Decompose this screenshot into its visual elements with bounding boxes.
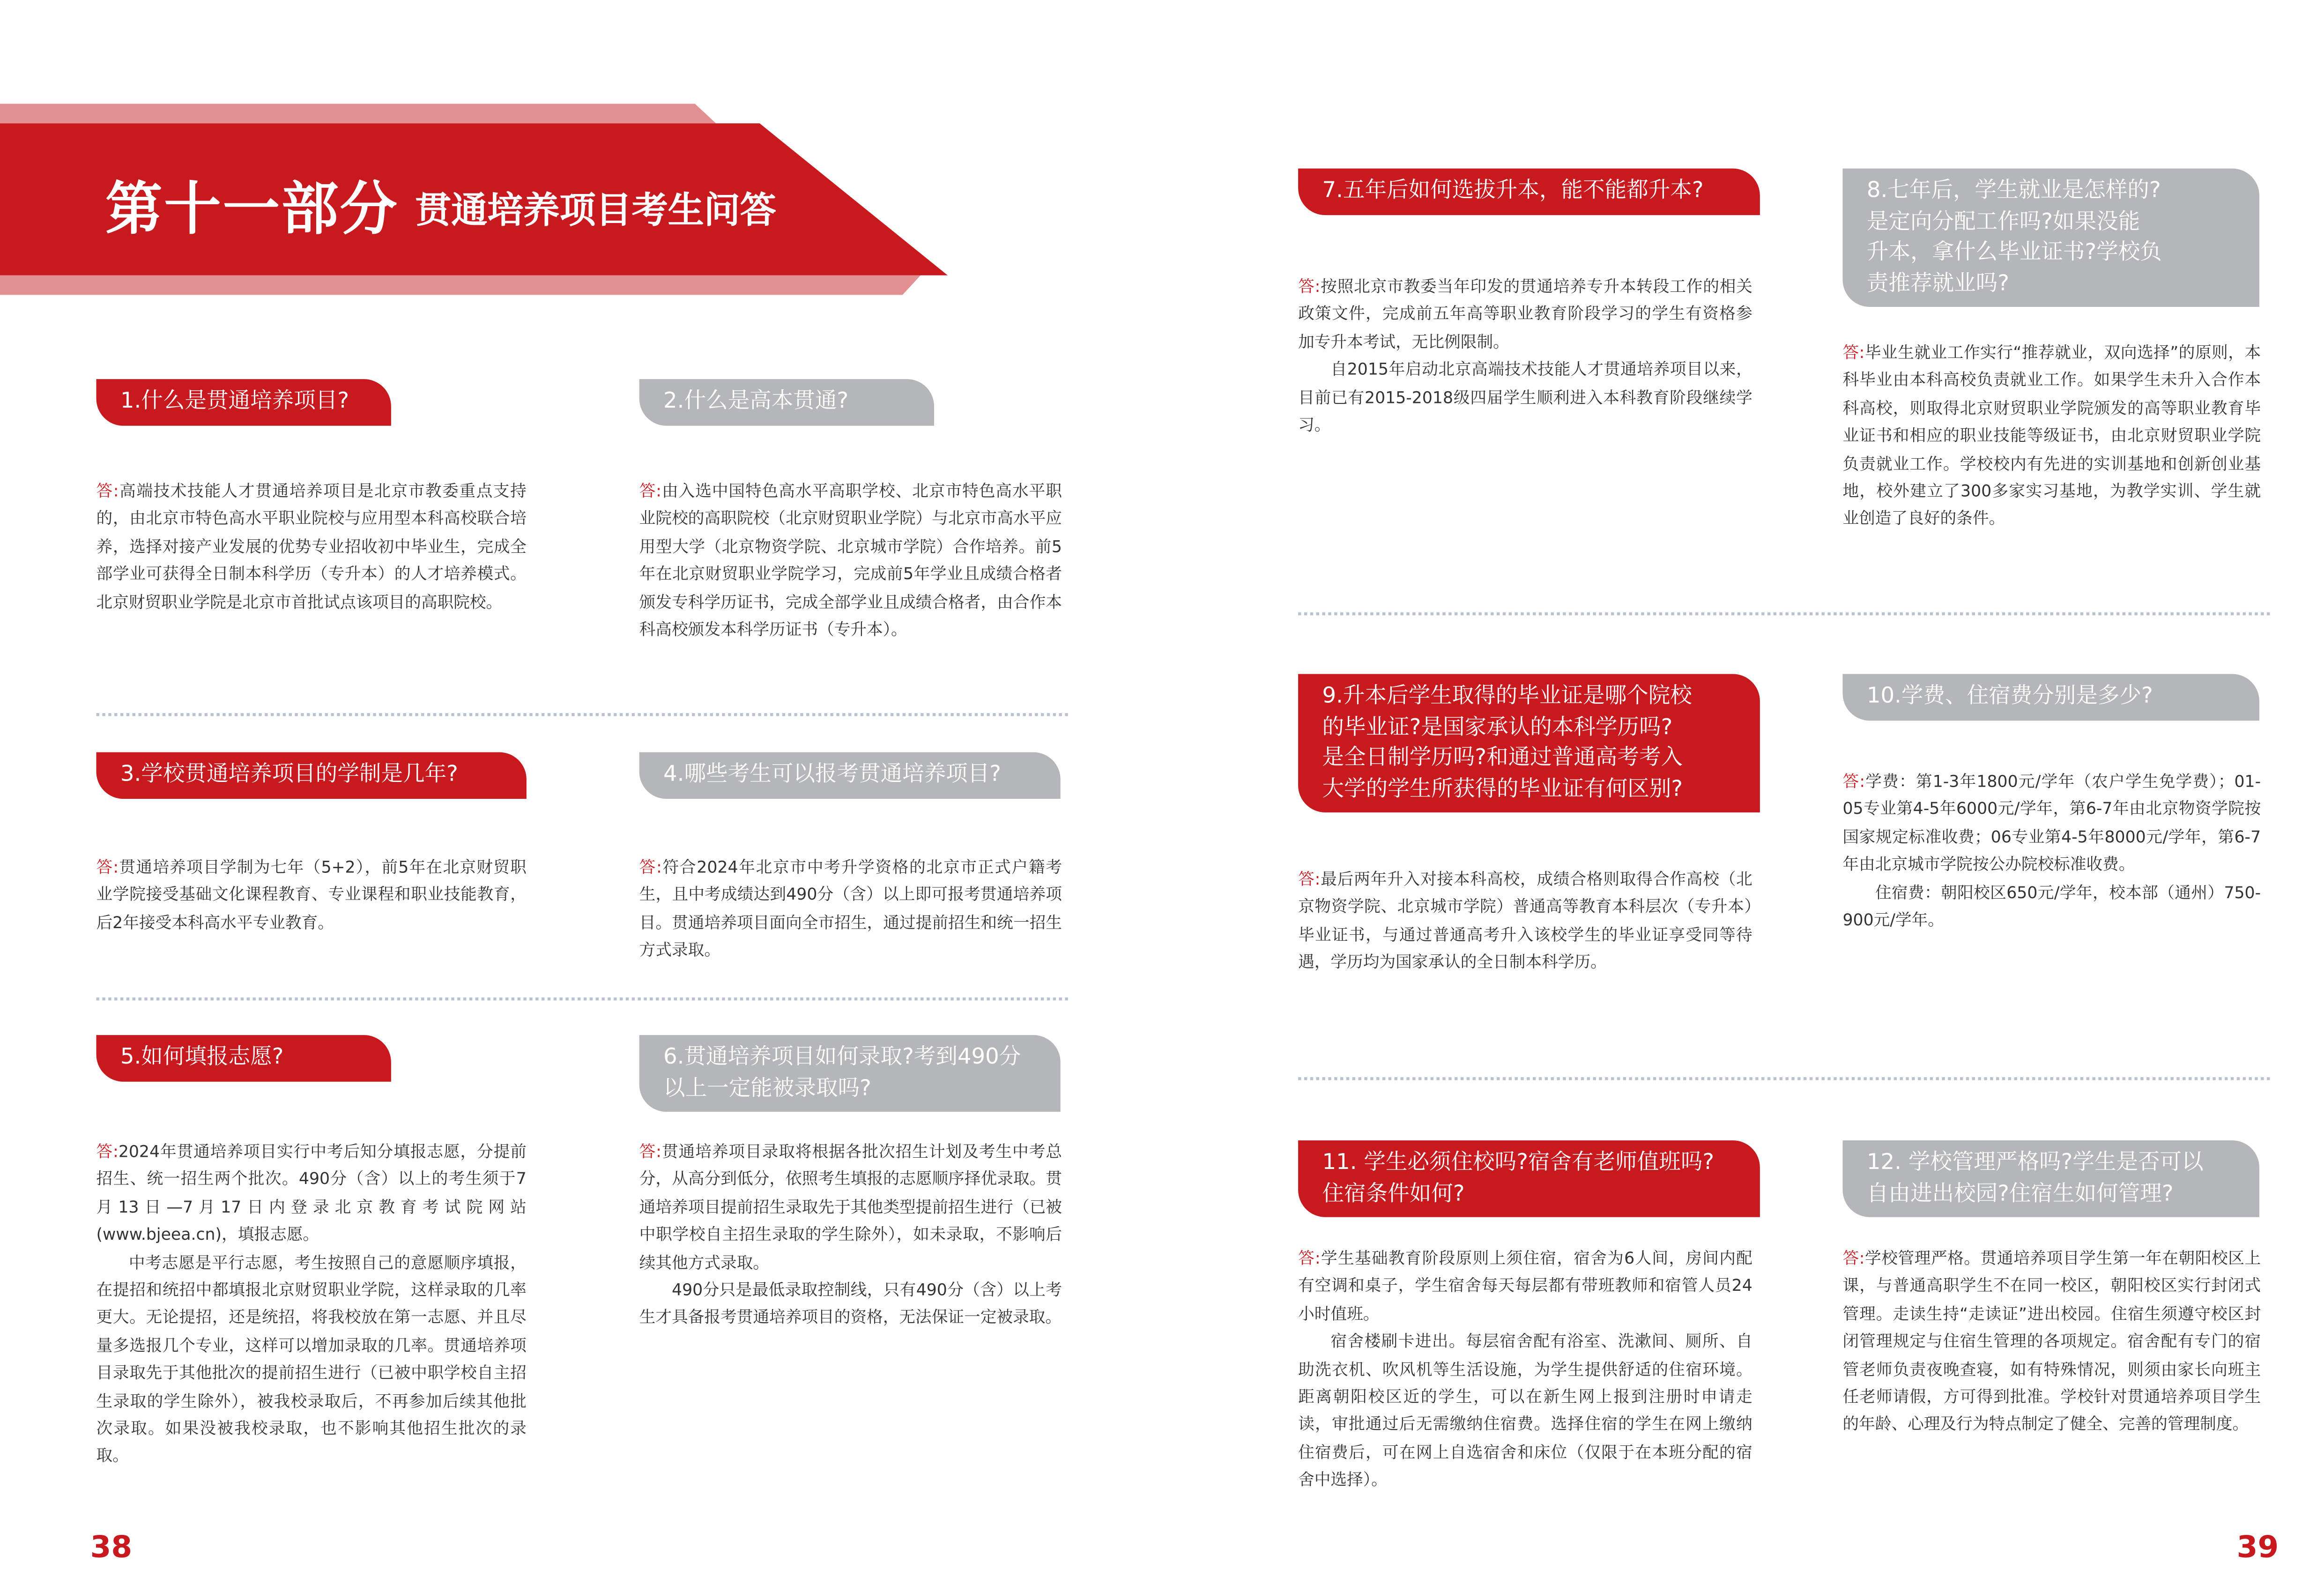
answer-paragraph: 答:学费：第1-3年1800元/学年（农户学生免学费）；01-05专业第4-5年6000元/学年，第6-7年由北京物资学院按国家规定标准收费；06专业第4-5年8000元/学年，第6-7年由北京城市学院按公办院校标准收费。 [1842,772,2261,875]
answer-block-5 [97,1139,527,1471]
divider [1298,612,2270,615]
divider [97,713,1068,716]
answer-paragraph: 答:学生基础教育阶段原则上须住宿，宿舍为6人间，房间内配有空调和桌子，学生宿舍每天每层都有带班教师和宿管人员24小时值班。 [1298,1249,1752,1324]
question-title-line: 的毕业证?是国家承认的本科学历吗? [1322,715,1673,740]
question-heading-10 [1842,674,2259,720]
answer-block-11 [1298,1246,1752,1495]
answer-paragraph: 490分只是最低录取控制线，只有490分（含）以上考生才具备报考贯通培养项目的资格，无法保证一定被录取。 [639,1280,1062,1328]
question-heading-1 [97,379,391,425]
answer-block-1 [97,478,527,617]
divider [1298,1077,2270,1080]
question-title-line: 8.七年后，学生就业是怎样的? [1866,179,2161,203]
answer-label: 答: [1298,1249,1321,1268]
question-title-line: 11. 学生必须住校吗?宿舍有老师值班吗? [1322,1151,1715,1175]
answer-paragraph: 宿舍楼刷卡进出。每层宿舍配有浴室、洗漱间、厕所、自助洗衣机、吹风机等生活设施，为学生提供舒适的住宿环境。距离朝阳校区近的学生，可以在新生网上报到注册时申请走读，审批通过后无需缴纳住宿费。选择住宿的学生在网上缴纳住宿费后，可在网上自选宿舍和床位（仅限于在本班分配的宿舍中选择）。 [1298,1332,1752,1490]
answer-label: 答: [1298,276,1321,297]
question-title-line: 12. 学校管理严格吗?学生是否可以 [1866,1151,2204,1175]
answer-paragraph: 答:高端技术技能人才贯通培养项目是北京市教委重点支持的，由北京市特色高水平职业院校与应用型本科高校联合培养，选择对接产业发展的优势专业招收初中毕业生，完成全部学业可获得全日制本科学历（专升本）的人才培养模式。北京财贸职业学院是北京市首批试点该项目的高职院校。 [96,481,527,612]
answer-paragraph: 住宿费：朝阳校区650元/学年，校本部（通州）750-900元/学年。 [1842,882,2261,930]
question-heading-3 [97,752,527,798]
page-number-left: 38 [90,1528,133,1565]
banner-top-stripe [0,104,716,124]
answer-label: 答: [1842,1249,1865,1268]
question-heading-9 [1298,674,1760,812]
question-title-line: 10.学费、住宿费分别是多少? [1866,685,2153,709]
answer-paragraph: 答:学校管理严格。贯通培养项目学生第一年在朝阳校区上课，与普通高职学生不在同一校区，朝阳校区实行封闭式管理。走读生持“走读证”进出校园。住宿生须遵守校区封闭管理规定与住宿生管理的各项规定。宿舍配有专门的宿管老师负责夜晚查寝，如有特殊情况，则须由家长向班主任老师请假，方可得到批准。学校针对贯通培养项目学生的年龄、心理及行为特点制定了健全、完善的管理制度。 [1842,1249,2261,1435]
question-title-line: 9.升本后学生取得的毕业证是哪个院校 [1322,685,1692,709]
question-heading-8 [1842,169,2259,307]
question-title-line: 大学的学生所获得的毕业证有何区别? [1322,777,1683,801]
answer-block-2 [639,478,1062,645]
question-heading-2 [639,379,934,425]
question-title-line: 住宿条件如何? [1322,1182,1465,1206]
answer-block-10 [1842,769,2261,935]
question-title-line: 1.什么是贯通培养项目? [120,389,349,414]
answer-block-3 [97,855,527,938]
answer-label: 答: [1842,772,1865,791]
question-heading-11 [1298,1140,1760,1217]
answer-paragraph: 中考志愿是平行志愿，考生按照自己的意愿顺序填报，在提招和统招中都填报北京财贸职业学院，这样录取的几率更大。无论提招，还是统招，将我校放在第一志愿、并且尽量多选报几个专业，这样可以增加录取的几率。贯通培养项目录取先于其他批次的提前招生进行（已被中职学校自主招生录取的学生除外），被我校录取后，不再参加后续其他批次录取。如果没被我校录取，也不影响其他招生批次的录取。 [96,1252,527,1466]
section-subtitle: 贯通培养项目考生问答 [415,189,776,232]
answer-paragraph: 自2015年启动北京高端技术技能人才贯通培养项目以来，目前已有2015-2018级四届学生顺利进入本科教育阶段继续学习。 [1298,360,1752,435]
question-title-line: 自由进出校园?住宿生如何管理? [1866,1182,2174,1206]
answer-paragraph: 答:贯通培养项目学制为七年（5+2），前5年在北京财贸职业学院接受基础文化课程教育、专业课程和职业技能教育，后2年接受本科高水平专业教育。 [96,857,527,933]
question-title-line: 是定向分配工作吗?如果没能 [1866,209,2140,234]
banner-bottom-stripe [0,275,921,295]
question-title-line: 是全日制学历吗?和通过普通高考考入 [1322,746,1683,771]
question-heading-6 [639,1035,1061,1112]
answer-label: 答: [639,481,661,501]
question-heading-4 [639,752,1061,798]
answer-block-6 [639,1139,1062,1333]
question-heading-7 [1298,169,1760,215]
answer-block-4 [639,855,1062,965]
answer-block-9 [1298,867,1752,977]
answer-paragraph: 答:由入选中国特色高水平高职学校、北京市特色高水平职业院校的高职院校（北京财贸职业学院）与北京市高水平应用型大学（北京物资学院、北京城市学院）合作培养。前5年在北京财贸职业学院学习，完成前5年学业且成绩合格者颁发专科学历证书，完成全部学业且成绩合格者，由合作本科高校颁发本科学历证书（专升本）。 [639,481,1062,640]
answer-label: 答: [96,1142,119,1161]
question-title-line: 责推荐就业吗? [1866,271,2009,296]
answer-block-12 [1842,1246,2261,1440]
divider [97,997,1068,1000]
answer-label: 答: [639,1142,661,1161]
answer-label: 答: [639,857,662,878]
question-title-line: 以上一定能被录取吗? [663,1076,871,1101]
answer-label: 答: [1842,343,1865,363]
answer-paragraph: 答:毕业生就业工作实行“推荐就业，双向选择”的原则，本科毕业由本科高校负责就业工作。如果学生未升入合作本科高校，则取得北京财贸职业学院颁发的高等职业教育毕业证书和相应的职业技能等级证书，由北京财贸职业学院负责就业工作。学校校内有先进的实训基地和创新创业基地，校外建立了300多家实习基地，为教学实训、学生就业创造了良好的条件。 [1842,343,2261,529]
answer-block-7 [1298,274,1752,440]
question-title-line: 升本，拿什么毕业证书?学校负 [1866,240,2162,265]
answer-paragraph: 答:符合2024年北京市中考升学资格的北京市正式户籍考生，且中考成绩达到490分（含）以上即可报考贯通培养项目。贯通培养项目面向全市招生，通过提前招生和统一招生方式录取。 [639,857,1062,960]
question-title-line: 4.哪些考生可以报考贯通培养项目? [663,762,1002,787]
part-title: 第十一部分 [105,176,399,242]
question-heading-12 [1842,1140,2259,1217]
answer-label: 答: [1298,869,1321,889]
question-title-line: 2.什么是高本贯通? [663,389,849,414]
answer-paragraph: 答:按照北京市教委当年印发的贯通培养专升本转段工作的相关政策文件，完成前五年高等职业教育阶段学习的学生有资格参加专升本考试，无比例限制。 [1298,276,1752,352]
answer-block-8 [1842,340,2261,534]
question-title-line: 5.如何填报志愿? [120,1045,284,1070]
answer-label: 答: [96,481,119,501]
answer-label: 答: [96,857,119,878]
question-title-line: 6.贯通培养项目如何录取?考到490分 [663,1045,1021,1070]
page-number-right: 39 [2236,1528,2279,1565]
question-heading-5 [97,1035,391,1081]
question-title-line: 7.五年后如何选拔升本，能不能都升本? [1322,179,1704,203]
question-title-line: 3.学校贯通培养项目的学制是几年? [120,762,458,787]
answer-paragraph: 答:2024年贯通培养项目实行中考后知分填报志愿，分提前招生、统一招生两个批次。490分（含）以上的考生须于7月13日—7月17日内登录北京教育考试院网站(www.bjeea.cn)，填报志愿。 [96,1142,527,1245]
answer-paragraph: 答:贯通培养项目录取将根据各批次招生计划及考生中考总分，从高分到低分，依照考生填报的志愿顺序择优录取。贯通培养项目提前招生录取先于其他类型提前招生进行（已被中职学校自主招生录取的学生除外），如未录取，不影响后续其他方式录取。 [639,1142,1062,1273]
answer-paragraph: 答:最后两年升入对接本科高校，成绩合格则取得合作高校（北京物资学院、北京城市学院）普通高等教育本科层次（专升本）毕业证书，与通过普通高考升入该校学生的毕业证享受同等待遇，学历均为国家承认的全日制本科学历。 [1298,869,1752,973]
